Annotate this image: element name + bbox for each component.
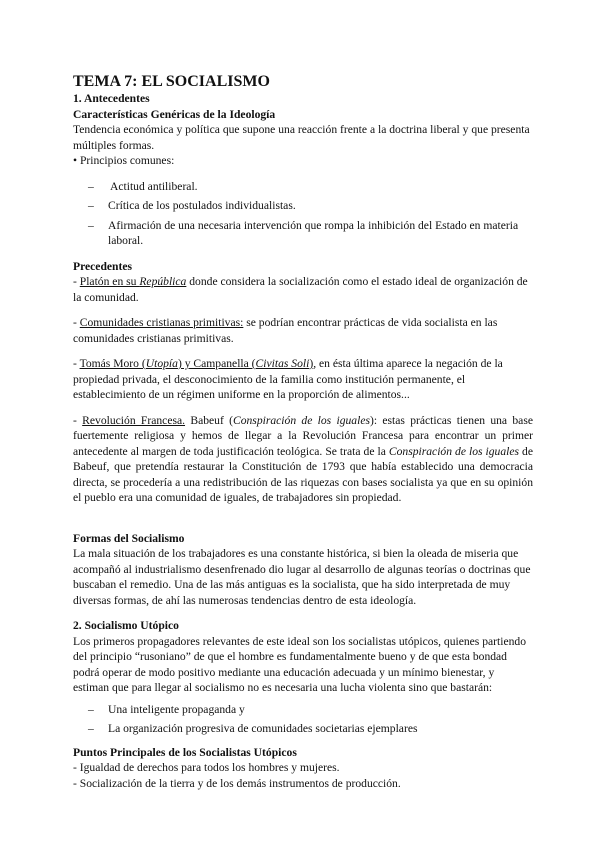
section-heading-socialismo-utopico: 2. Socialismo Utópico (73, 619, 179, 632)
list-item: – Una inteligente propaganda y (88, 702, 245, 716)
precedente-platon: - Platón en su República donde considera la socialización como el estado ideal de organización de la comunidad. (73, 275, 528, 304)
list-item: - Igualdad de derechos para todos los hombres y mujeres. (73, 761, 340, 774)
utopico-list (73, 702, 533, 737)
list-item: – Actitud antiliberal. (88, 179, 198, 193)
formas-paragraph: La mala situación de los trabajadores es una constante histórica, si bien la oleada de miseria que acompañó al industrialismo desenfrenado dio lugar al desarrollo de algunas teorías o doctrinas que buscaban el remedio. Una de las más antiguas es la socialista, que ha sido interpretada de muy diversas formas, de ahí las numerosas tendencias dentro de esta ideología. (73, 547, 531, 607)
utopico-paragraph: Los primeros propagadores relevantes de este ideal son los socialistas utópicos, quienes partiendo del principio “rusoniano” de que el hombre es fundamentalmente bueno y de que esta bondad podrá operar de modo positivo mediante una educación adecuada y un mínimo bienestar, y estiman que para llegar al socialismo no es necesaria una lucha violenta sino que bastarán: (73, 634, 526, 694)
list-item: – Crítica de los postulados individualistas. (88, 199, 296, 212)
list-item: – Afirmación de una necesaria intervención que rompa la inhibición del Estado en materia laboral. (88, 218, 519, 247)
list-item: – La organización progresiva de comunidades societarias ejemplares (88, 722, 418, 735)
subheading-caracteristicas: Características Genéricas de la Ideología (73, 107, 276, 121)
precedentes-heading: Precedentes (73, 259, 133, 273)
precedente-revolucion-francesa: - Revolución Francesa. Babeuf (Conspiración de los iguales): estas prácticas tienen una base fuertemente religiosa y hemos de llegar a la Revolución Francesa para encontrar un primer antecedente al margen de toda justificación teológica. Se trata de la Conspiración de los iguales de Babeuf, que pretendía restaurar la Constitución de 1793 que había establecido una democracia directa, se procedería a una redistribución de las riquezas con bases socialista ya que en su opinión el pueblo era una comunidad de iguales, de trabajadores sin propiedad. (73, 413, 533, 504)
precedente-moro-campanella: - Tomás Moro (Utopía) y Campanella (Civitas Soli), en ésta última aparece la negación de la propiedad privada, el desconocimiento de la familia como institución permanente, el establecimiento de un régimen uniforme en la proporción de alimentos... (73, 357, 503, 401)
dash-marker: – (88, 702, 94, 716)
puntos-heading: Puntos Principales de los Socialistas Utópicos (73, 745, 297, 759)
dash-marker: – (88, 722, 94, 735)
page-title: TEMA 7: EL SOCIALISMO (73, 73, 270, 90)
dash-marker: – (88, 199, 94, 212)
document-content (73, 72, 533, 791)
intro-paragraph: Tendencia económica y política que supone una reacción frente a la doctrina liberal y que presenta múltiples formas. (73, 123, 530, 152)
list-item: - Socialización de la tierra y de los demás instrumentos de producción. (73, 776, 401, 790)
formas-heading: Formas del Socialismo (73, 531, 185, 545)
section-heading-antecedentes: 1. Antecedentes (73, 92, 150, 105)
precedente-comunidades: - Comunidades cristianas primitivas: se podrían encontrar prácticas de vida socialista en las comunidades cristianas primitivas. (73, 316, 498, 345)
dash-marker: – (88, 179, 94, 193)
principles-list (73, 179, 533, 249)
dash-marker: – (88, 218, 94, 232)
principles-label: • Principios comunes: (73, 154, 175, 167)
